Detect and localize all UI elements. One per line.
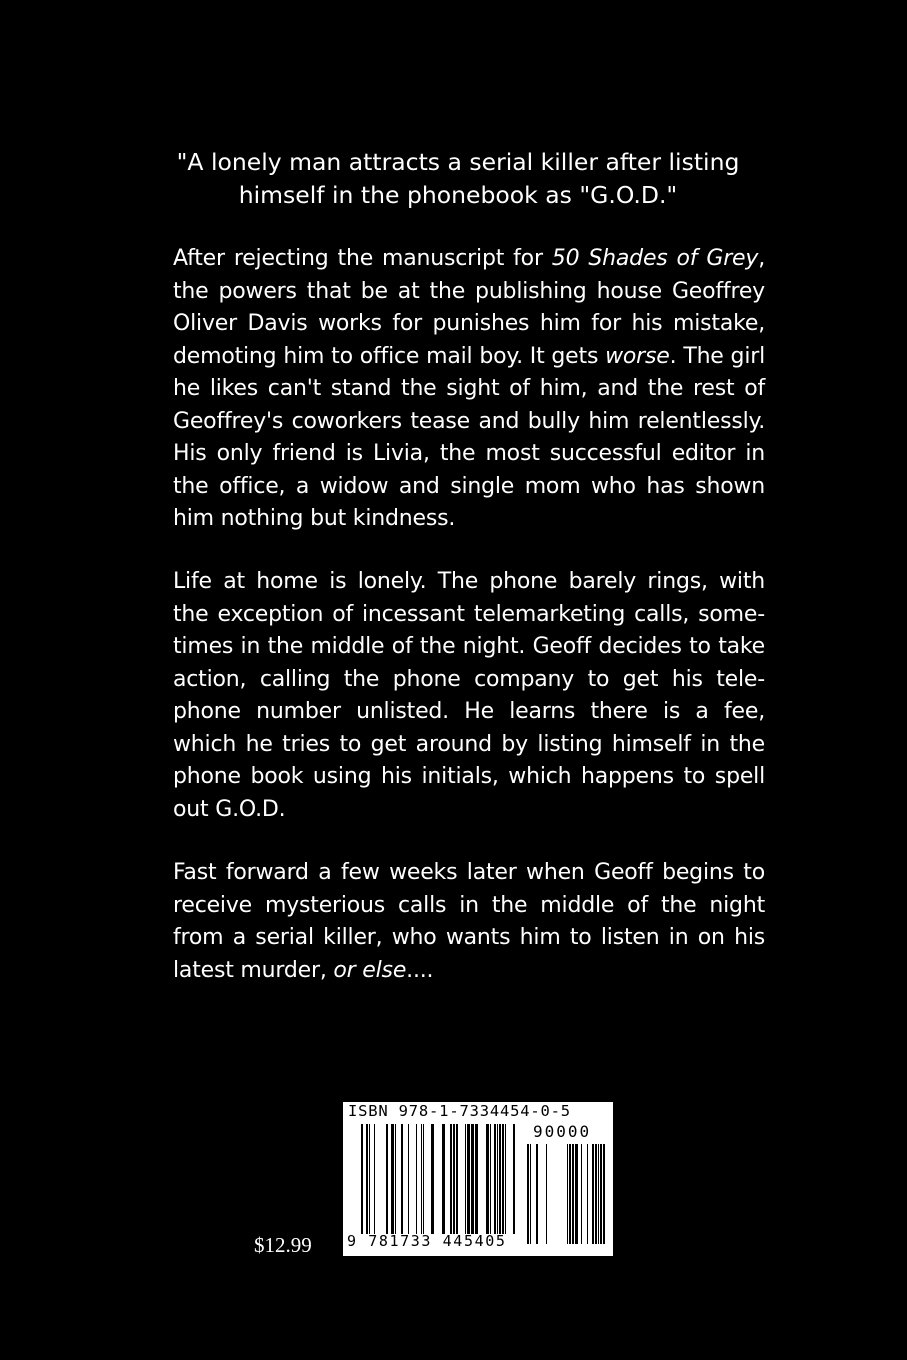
barcode-bar [600, 1144, 602, 1244]
barcode-bar [499, 1124, 501, 1234]
barcode-bar [546, 1144, 547, 1244]
price-addon-code: 90000 [533, 1122, 592, 1141]
barcode-bar [416, 1124, 417, 1234]
barcode-bar [456, 1124, 458, 1234]
barcode-bar [513, 1124, 515, 1234]
price-label: $12.99 [254, 1233, 312, 1257]
barcode-bar [572, 1144, 574, 1244]
barcode-bar [442, 1124, 445, 1234]
barcode-bar [366, 1124, 368, 1234]
barcode-bar [423, 1124, 424, 1234]
barcode-bar [471, 1124, 474, 1234]
barcode-bar [595, 1144, 597, 1244]
tagline: "A lonely man attracts a serial killer after listing himself in the phonebook as "G.O.D." [176, 148, 740, 209]
barcode-bar [494, 1124, 496, 1234]
barcode-bar [421, 1124, 422, 1234]
barcode-bar [395, 1124, 396, 1234]
blurb-paragraph-2: Life at home is lonely. The phone barely rings, with the exception of incessant telemarketing calls, some-times in the middle of the night. Geoff decides to take action, calling the phone company to get his tele-phone number unlisted. He learns there is a fee, which he tries to get around by listing himself in the phone book using his initials, which happens to spell out G.O.D. [173, 569, 765, 822]
barcode-bar [530, 1144, 531, 1244]
p3-text-b: .... [406, 957, 434, 983]
barcode-bar [408, 1124, 409, 1234]
barcode-bar [361, 1124, 363, 1234]
blurb-paragraph-3 [173, 857, 765, 987]
barcode-bar [598, 1144, 599, 1244]
barcode-bar [587, 1144, 588, 1244]
barcode-bar [505, 1124, 506, 1234]
p1-text-b: , the powers that be at the publishing house Geoffrey Oliver Davis works for punishes him for his mistake, demoting him to office mail boy. It gets [173, 246, 765, 369]
barcode-bar [465, 1124, 466, 1234]
barcode-bar [431, 1124, 434, 1234]
barcode-bar [467, 1124, 470, 1234]
barcode-bar [453, 1124, 455, 1234]
barcode-bar [603, 1144, 605, 1244]
barcode-bar [486, 1124, 489, 1234]
barcode-bar [391, 1124, 394, 1234]
isbn-barcode [343, 1102, 613, 1256]
p1-text-c: . The girl he likes can't stand the sight of him, and the rest of Geoffrey's coworkers tease and bully him relentlessly. His only friend is Livia, the most successful editor in the office, a widow and single mom who has shown him nothing but kindness. [173, 343, 765, 531]
isbn-number: ISBN 978-1-7334454-0-5 [348, 1102, 571, 1120]
barcode-bar [401, 1124, 403, 1234]
barcode-bar [497, 1124, 498, 1234]
emphasis-or-else: or else [333, 957, 407, 983]
barcode-bar [386, 1124, 388, 1234]
p1-text-a: After rejecting the manuscript for [173, 246, 552, 271]
barcode-bar [567, 1144, 568, 1244]
barcode-bar [592, 1144, 594, 1244]
barcode-bar [490, 1124, 491, 1234]
p3-text-a: Fast forward a few weeks later when Geoff begins to receive mysterious calls in the middle of the night from a serial killer, who wants him to listen in on his latest murder, [173, 860, 765, 983]
barcode-bar [536, 1144, 538, 1244]
barcode-bar [527, 1144, 529, 1244]
barcode-bar [502, 1124, 504, 1234]
book-title-reference: 50 Shades of Grey [551, 246, 759, 271]
blurb-paragraph-1 [173, 243, 765, 536]
barcode-bar [581, 1144, 582, 1244]
ean-digits: 9 781733 445405 [347, 1232, 507, 1250]
emphasis-worse: worse [605, 343, 670, 369]
barcode-bar [575, 1144, 578, 1244]
barcode-bar [569, 1144, 571, 1244]
barcode-bar [369, 1124, 370, 1234]
barcode-bar [374, 1124, 375, 1234]
barcode-bar [450, 1124, 452, 1234]
barcode-bar [475, 1124, 478, 1234]
